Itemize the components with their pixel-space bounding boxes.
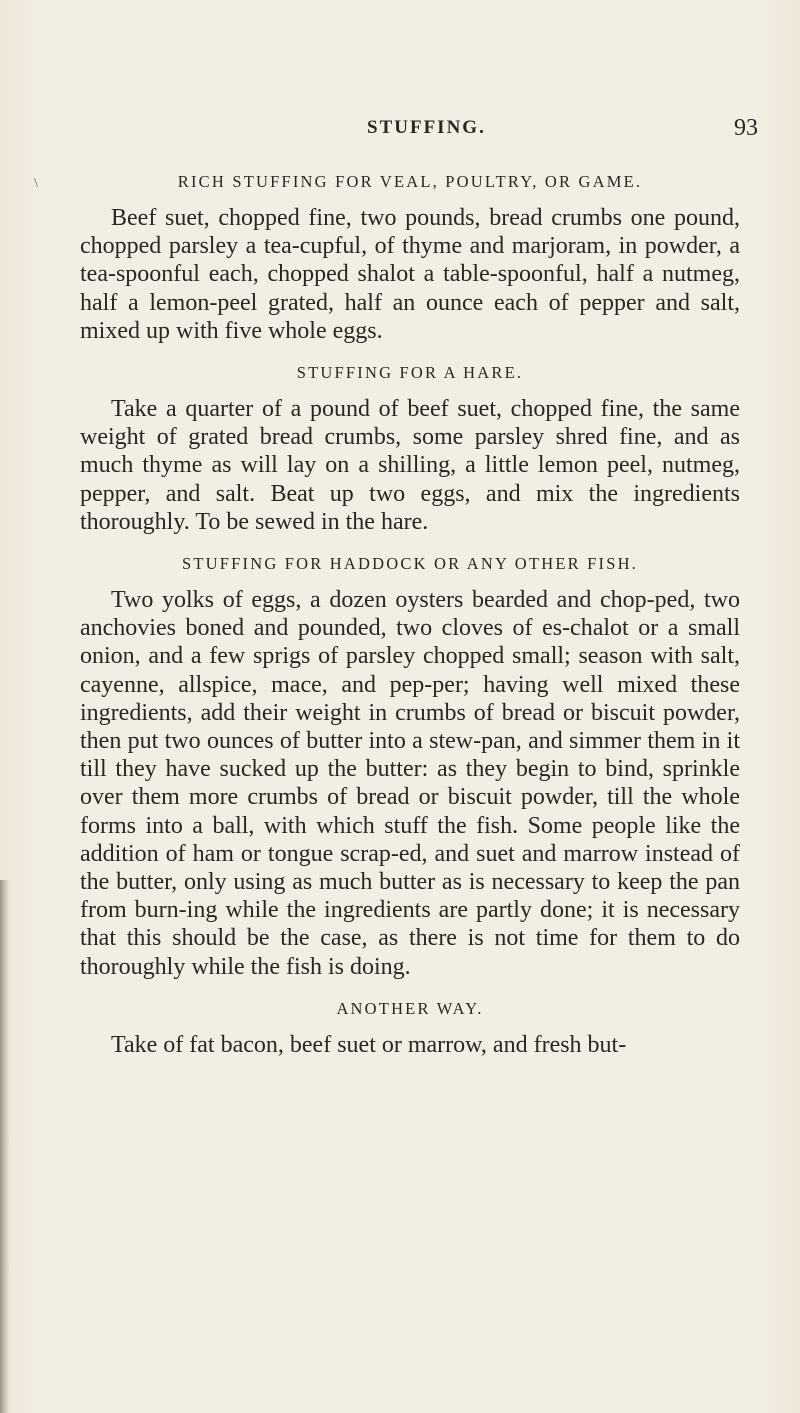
section-body-haddock: Two yolks of eggs, a dozen oysters bearded and chop-ped, two anchovies boned and pounded, two cloves of es-chalot or a small onion, and a few sprigs of parsley chopped small; season with salt, cayenne, allspice, mace, and pep-per; having well mixed these ingredients, add their weight in crumbs of bread or biscuit powder, then put two ounces of butter into a stew-pan, and simmer them in it till they have sucked up the butter: as they begin to bind, sprinkle over them more crumbs of bread or biscuit powder, till the whole forms into a ball, with which stuff the fish. Some people like the addition of ham or tongue scrap-ed, and suet and marrow instead of the butter, only using as much butter as is necessary to keep the pan from burn-ing while the ingredients are partly done; it is necessary that this should be the case, as there is not time for them to do thoroughly while the fish is doing. bbox=[80, 587, 740, 980]
section-heading-hare: STUFFING FOR A HARE. bbox=[296, 363, 524, 383]
binding-shadow bbox=[0, 880, 10, 1413]
running-head bbox=[0, 115, 800, 145]
section-body-another-way: Take of fat bacon, beef suet or marrow, and fresh but- bbox=[111, 1031, 627, 1058]
margin-mark: \ bbox=[34, 176, 38, 191]
section-body-rich-stuffing: Beef suet, chopped fine, two pounds, bread crumbs one pound, chopped parsley a tea-cupful, of thyme and marjoram, in powder, a tea-spoonful each, chopped shalot a table-spoonful, half a nutmeg, half a lemon-peel grated, half an ounce each of pepper and salt, mixed up with five whole eggs. bbox=[80, 205, 740, 344]
section-heading-another-way: ANOTHER WAY. bbox=[336, 998, 484, 1018]
section-heading-rich-stuffing: RICH STUFFING FOR VEAL, POULTRY, OR GAME. bbox=[177, 172, 643, 191]
running-title: STUFFING. bbox=[367, 117, 486, 138]
page-content bbox=[80, 170, 740, 1059]
section-body-hare: Take a quarter of a pound of beef suet, chopped fine, the same weight of grated bread crumbs, some parsley shred fine, and as much thyme as will lay on a shilling, a little lemon peel, nutmeg, pepper, and salt. Beat up two eggs, and mix the ingredients thoroughly. To be sewed in the hare. bbox=[80, 396, 740, 535]
page-number: 93 bbox=[734, 115, 758, 141]
section-heading-haddock: STUFFING FOR HADDOCK OR ANY OTHER FISH. bbox=[181, 554, 639, 574]
